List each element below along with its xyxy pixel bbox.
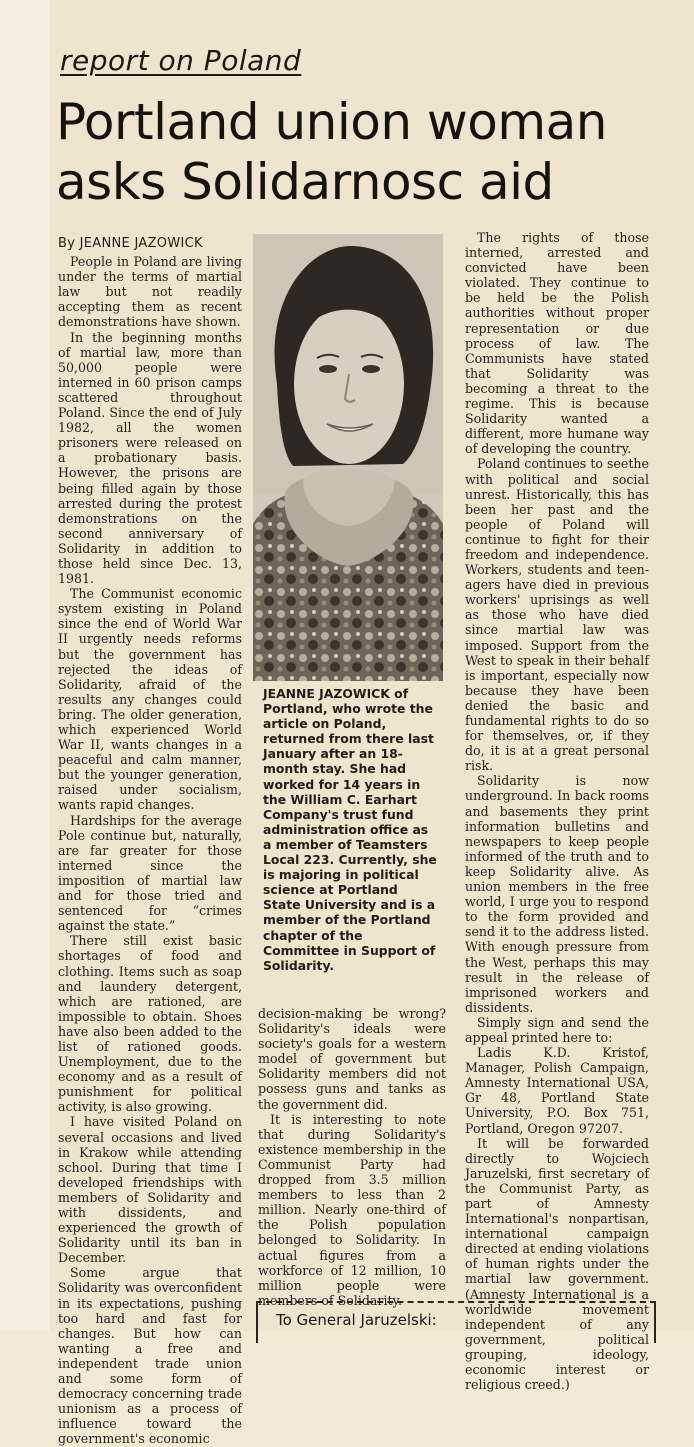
paragraph: Simply sign and send the appeal printed here to:: [465, 1014, 649, 1045]
headline: [56, 92, 686, 212]
headline-line-1: Portland union woman: [56, 93, 607, 151]
paragraph: There still exist basic shortages of food and clothing. Items such as soap and laundery detergent, which are rationed, are impossible to obtain. Shoes have also been added to the list of rationed goods. Unemployment, due to the economy and as a result of punishment for political activity, is also growing.: [58, 933, 242, 1115]
paragraph: Some argue that Solidarity was overconfident in its expectations, pushing too hard and fast for changes. But how can wanting a free and independent trade union and some form of democracy concerning trade unionism as a process of influence toward the government's economic: [58, 1265, 242, 1447]
headline-line-2: asks Solidarnosc aid: [56, 153, 554, 211]
paragraph: I have visited Poland on several occasions and lived in Krakow while attending school. During that time I developed friendships with members of Solidarity and with dissidents, and experienced the growth of Solidarity until its ban in December.: [58, 1114, 242, 1266]
article-column-2: [258, 1006, 446, 1308]
appeal-coupon: [256, 1301, 656, 1343]
article-column-3: [465, 230, 649, 1392]
paragraph: The rights of those interned, arrested and convicted have been violated. They continue to be held be the Polish authorities without proper representation or due process of law. The Communists have stated that Solidarity was becoming a threat to the regime. This is because Solidarity wanted a different, more humane way of developing the country.: [465, 230, 649, 457]
paragraph: The Communist economic system existing in Poland since the end of World War II urgently needs reforms but the government has rejected the ideas of Solidarity, afraid of the results any changes could bring. The older generation, which experienced World War II, wants changes in a peaceful and calm manner, but the younger generation, raised under socialism, wants rapid changes.: [58, 586, 242, 813]
coupon-title: To General Jaruzelski:: [276, 1311, 437, 1329]
paragraph: decision-making be wrong? Solidarity's ideals were society's goals for a western model of government but Solidarity members did not possess guns and tanks as the government did.: [258, 1006, 446, 1112]
section-kicker: report on Poland: [60, 44, 302, 77]
paragraph: Poland continues to seethe with political and social unrest. Historically, this has been her past and the people of Poland will continue to fight for their freedom and independence. Workers, students and teen-agers have died in previous workers' uprisings as well as those who have died since martial law was imposed. Support from the West to speak in their behalf is important, especially now because they have been denied the basic and fundamental rights to do so for themselves, or, if they do, it is at a great personal risk.: [465, 456, 649, 774]
paragraph: Solidarity is now underground. In back rooms and basements they print information bulletins and newspapers to keep people informed of the truth and to keep Solidarity alive. As union members in the free world, I urge you to respond to the form provided and send it to the address listed. With enough pressure from the West, perhaps this may result in the release of imprisoned workers and dissidents.: [465, 773, 649, 1015]
paragraph: In the beginning months of martial law, more than 50,000 people were interned in 60 prison camps scattered throughout Poland. Since the end of July 1982, all the women prisoners were released on a probationary basis. However, the prisons are being filled again by those arrested during the protest demonstrations on the second anniversary of Solidarity in addition to those held since Dec. 13, 1981.: [58, 329, 242, 587]
paragraph: Hardships for the average Pole continue but, naturally, are far greater for those interned since the imposition of martial law and for those tried and sentenced for “crimes against the state.”: [58, 812, 242, 934]
paragraph: It will be forwarded directly to Wojciech Jaruzelski, first secretary of the Communist Party, as part of Amnesty International's nonpartisan, international campaign directed at ending violations of human rights under the martial law government. (Amnesty International is a worldwide movement independent of any government, political grouping, ideology, economic interest or religious creed.): [465, 1135, 649, 1393]
byline: By JEANNE JAZOWICK: [58, 236, 203, 251]
paragraph: Ladis K.D. Kristof, Manager, Polish Campaign, Amnesty International USA, Gr 48, Portland State University, P.O. Box 751, Portland, Oregon 97207.: [465, 1045, 649, 1136]
article-column-1: [58, 236, 242, 1447]
paragraph: It is interesting to note that during Solidarity's existence membership in the Communist Party had dropped from 3.5 million members to less than 2 million. Nearly one-third of the Polish population belonged to Solidarity. In actual figures from a workforce of 12 million, 10 million people were members of Solidarity.: [258, 1111, 446, 1308]
author-photo: [253, 234, 443, 681]
paragraph: People in Poland are living under the terms of martial law but not readily accepting them as recent demonstrations have shown.: [58, 254, 242, 330]
photo-caption: JEANNE JAZOWICK of Portland, who wrote the article on Poland, returned from there last January after an 18-month stay. She had worked for 14 years in the William C. Earhart Company's trust fund administration office as a member of Teamsters Local 223. Currently, she is majoring in political science at Portland State University and is a member of the Portland chapter of the Committee in Support of Solidarity.: [263, 686, 437, 973]
portrait-image: [253, 234, 443, 681]
page-edge: [0, 0, 51, 1331]
